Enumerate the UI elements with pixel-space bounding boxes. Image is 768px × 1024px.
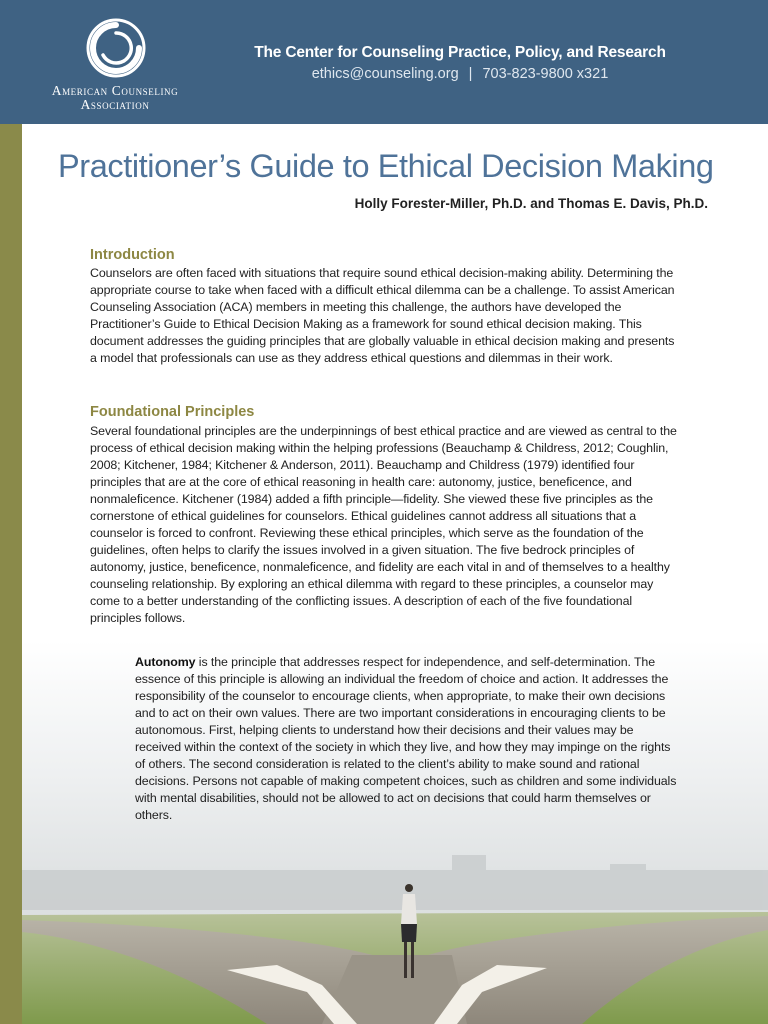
logo-line-1: American Counseling: [51, 83, 179, 98]
introduction-heading: Introduction: [90, 247, 175, 263]
autonomy-paragraph: [135, 654, 681, 824]
foundational-principles-body: Several foundational principles are the underpinnings of best ethical practice and are viewed as central to the process of ethical decision making within the helping professions (Beauchamp & Childress, 2012; Coughlin, 2008; Kitchener, 1984; Kitchener & Anderson, 2011). Beauchamp and Childress (1979) identified four principles that are at the core of ethical reasoning in health care: autonomy, justice, beneficence, and nonmaleficence. Kitchener (1984) added a fifth principle—fidelity. She viewed these five principles as the cornerstone of ethical guidelines for counselors. Ethical guidelines cannot address all situations that a counselor is forced to confront. Reviewing these ethical principles, which serve as the foundation of the guidelines, often helps to clarify the issues involved in a given situation. The five bedrock principles of autonomy, justice, beneficence, nonmaleficence, and fidelity are each vital in and of themselves to a healthy counseling relationship. By exploring an ethical dilemma with regard to these principles, a counselor may come to a better understanding of the conflicting issues. A description of each of the five foundational principles follows.: [90, 424, 677, 625]
logo-wordmark: [20, 84, 210, 112]
document-authors: Holly Forester-Miller, Ph.D. and Thomas E. Davis, Ph.D.: [354, 196, 708, 211]
contact-info: [240, 66, 680, 82]
autonomy-term: Autonomy: [135, 655, 196, 669]
header-banner: [0, 0, 768, 124]
foundational-principles-heading: Foundational Principles: [90, 404, 255, 420]
center-name: The Center for Counseling Practice, Policy, and Research: [254, 44, 666, 61]
contact-separator: |: [468, 66, 473, 82]
contact-email[interactable]: ethics@counseling.org: [311, 66, 459, 82]
introduction-body: Counselors are often faced with situations that require sound ethical decision-making ability. Determining the appropriate course to take when faced with a difficult ethical dilemma can be a challenge. To assist American Counseling Association (ACA) members in meeting this challenge, the authors have developed the Practitioner’s Guide to Ethical Decision Making as a framework for sound ethical decision making. This document addresses the guiding principles that are globally valuable in ethical decision making and presents a model that professionals can use as they address ethical questions and dilemmas in their work.: [90, 266, 675, 365]
logo-line-2: Association: [80, 97, 150, 112]
aca-swirl-logo-icon: [85, 17, 147, 79]
contact-phone: 703-823-9800 x321: [482, 66, 609, 82]
autonomy-body: is the principle that addresses respect for independence, and self-determination. The essence of this principle is allowing an individual the freedom of choice and action. It addresses the responsibility of the counselor to encourage clients, when appropriate, to make their own decisions and to act on their own values. There are two important considerations in encouraging clients to be autonomous. First, helping clients to understand how their decisions and their values may be received within the context of the society in which they live, and how they may impinge on the rights of others. The second consideration is related to the client’s ability to make sound and rational decisions. Persons not capable of making competent choices, such as children and some individuals with mental disabilities, should not be allowed to act on decisions that could harm themselves or others.: [135, 655, 677, 822]
sidebar-stripe: [0, 124, 22, 1024]
document-title: Practitioner’s Guide to Ethical Decision Making: [58, 148, 714, 184]
